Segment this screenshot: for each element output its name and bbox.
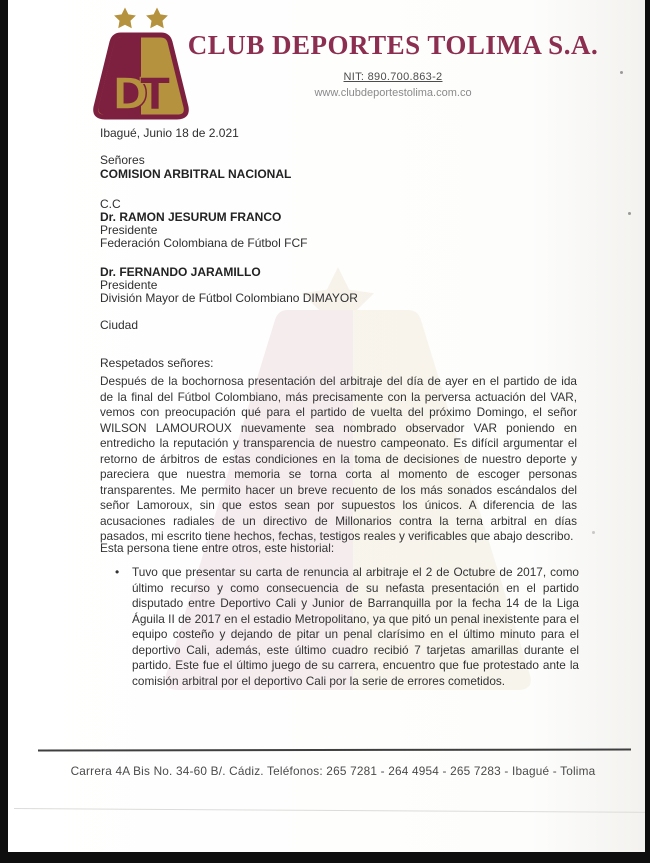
scan-speck xyxy=(628,212,631,215)
scan-speck xyxy=(620,71,623,74)
club-crest-icon xyxy=(86,6,196,124)
body-paragraph-2: Esta persona tiene entre otros, este historial: xyxy=(100,541,335,555)
club-name-title: CLUB DEPORTES TOLIMA S.A. xyxy=(187,30,599,60)
city-line: Ciudad xyxy=(100,318,139,332)
letter-page xyxy=(8,0,645,852)
star-icon xyxy=(146,8,168,29)
cc2-title: Presidente xyxy=(100,278,158,292)
scanner-edge-bottom xyxy=(0,852,650,863)
cc1-org: Federación Colombiana de Fútbol FCF xyxy=(100,236,308,250)
star-icon xyxy=(114,8,136,29)
footer-divider xyxy=(38,748,631,751)
cc2-org: División Mayor de Fútbol Colombiano DIMAYOR xyxy=(100,291,358,305)
greeting-line: Respetados señores: xyxy=(100,356,214,370)
scan-page-edge-line xyxy=(14,808,650,813)
recipient-name: COMISION ARBITRAL NACIONAL xyxy=(100,167,292,181)
cc1-title: Presidente xyxy=(100,223,158,237)
bullet-marker: • xyxy=(115,565,120,579)
recipient-prefix: Señores xyxy=(100,153,145,167)
club-nit: NIT: 890.700.863-2 xyxy=(343,71,443,83)
club-website: www.clubdeportestolima.com.co xyxy=(314,87,472,99)
bullet-item-1: Tuvo que presentar su carta de renuncia al arbitraje el 2 de Octubre de 2017, como último recurso y como consecuencia de su nefasta presentación en el partido disputado entre Deportivo Cali y Junior de Barranquilla por la fecha 14 de la Liga Águila II de 2017 en el estadio Metropolitano, ya que pitó un penal inexistente para el equipo costeño y dejando de pitar un penal clarísimo en el último minuto para el deportivo Cali, además, este último cuadro recibió 7 tarjetas amarillas durante el partido. Este fue el último juego de su carrera, encuentro que fue protestado ante la comisión arbitral por el deportivo Cali por la serie de errores cometidos. xyxy=(132,565,579,688)
crest-letter-d: D xyxy=(112,69,149,120)
cc1-name: Dr. RAMON JESURUM FRANCO xyxy=(100,210,282,224)
scan-speck xyxy=(592,531,595,534)
cc2-name: Dr. FERNANDO JARAMILLO xyxy=(100,265,261,279)
cc-label: C.C xyxy=(100,197,121,211)
scanner-edge-left xyxy=(0,0,8,863)
body-paragraph-1: Después de la bochornosa presentación del arbitraje del día de ayer en el partido de ida de la final del Fútbol Colombiano, más precisamente con la perversa actuación del VAR, vemos con preocupación qué para el partido de vuelta del próximo Domingo, el señor WILSON LAMOUROUX nuevamente sea nombrado observador VAR poniendo en entredicho la reputación y transparencia de nuestro campeonato. Es difícil argumentar el retorno de árbitros de estas condiciones en la toma de decisiones de nuestro deporte y pareciera que nuestra memoria se torna corta al momento de escoger personas transparentes. Me permito hacer un breve recuento de los más sonados escándalos del señor Lamoroux, sin que estos sean por supuestos los únicos. A diferencia de las acusaciones radiales de un directivo de Millonarios contra la terna arbitral en días pasados, mi escrito tiene hechos, fechas, testigos reales y verificables que abajo describo. xyxy=(100,374,577,543)
scanner-edge-right xyxy=(645,0,650,863)
crest-letter-t: T xyxy=(140,69,171,120)
date-line: Ibagué, Junio 18 de 2.021 xyxy=(100,126,239,140)
footer-address: Carrera 4A Bis No. 34-60 B/. Cádiz. Teléfonos: 265 7281 - 264 4954 - 265 7283 - Ibagué - Tolima xyxy=(70,764,596,778)
